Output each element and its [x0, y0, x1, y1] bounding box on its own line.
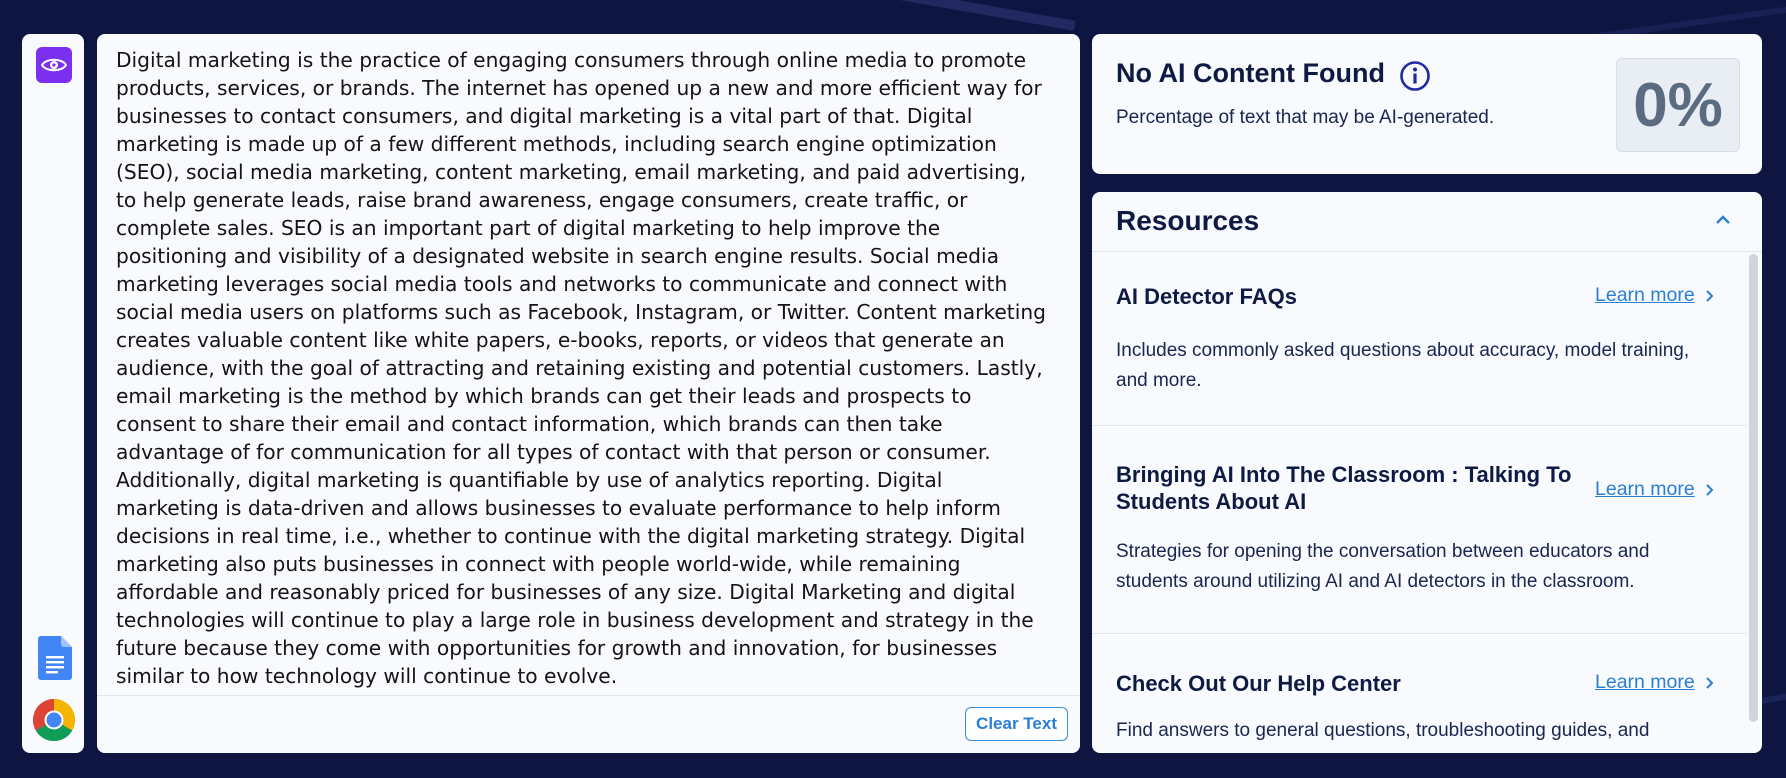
- resource-title: AI Detector FAQs: [1116, 284, 1297, 309]
- chrome-icon[interactable]: [32, 698, 76, 742]
- resources-title: Resources: [1116, 205, 1260, 236]
- learn-more-label: Learn more: [1595, 478, 1695, 500]
- text-editor[interactable]: [97, 34, 1080, 753]
- resource-title: Bringing AI Into The Classroom : Talking To Students About AI: [1116, 462, 1572, 514]
- result-subtitle: Percentage of text that may be AI-generated.: [1116, 107, 1495, 128]
- resource-description: Includes commonly asked questions about accuracy, model training, and more.: [1116, 340, 1690, 391]
- info-icon[interactable]: [1399, 60, 1431, 92]
- result-title: No AI Content Found: [1116, 58, 1385, 88]
- resources-panel: [1092, 192, 1762, 753]
- resource-description: Find answers to general questions, troubleshooting guides, and: [1116, 720, 1650, 741]
- eye-icon[interactable]: [36, 47, 72, 83]
- scrollbar[interactable]: [1749, 254, 1758, 722]
- chevron-right-icon: [1705, 483, 1714, 497]
- chevron-right-icon: [1705, 289, 1714, 303]
- learn-more-label: Learn more: [1595, 284, 1695, 306]
- chevron-up-icon[interactable]: [1714, 214, 1732, 226]
- clear-text-button[interactable]: Clear Text: [965, 707, 1068, 741]
- editor-text[interactable]: Digital marketing is the practice of engaging consumers through online media to promote products, services, or brands. The internet has opened up a new and more efficient way for businesses to contact consumers, and digital marketing is a vital part of that. Digital marketing is made up of a few different methods, including search engine optimization (SEO), social media marketing, content marketing, email marketing, and paid advertising, to help generate leads, raise brand awareness, engage consumers, create traffic, or complete sales. SEO is an important part of digital marketing to help improve the positioning and visibility of a designated website in search engine results. Social media marketing leverages social media tools and networks to communicate and connect with social media users on platforms such as Facebook, Instagram, or Twitter. Content marketing creates valuable content like white papers, e-books, reports, or videos that generate an audience, with the goal of attracting and retaining existing and potential customers. Lastly, email marketing is the method by which brands can get their leads and prospects to consent to share their email and contact information, which brands can then take advantage of for communication for all types of contact with that person or consumer. Additionally, digital marketing is quantifiable by use of analytics reporting. Digital marketing is data-driven and allows businesses to evaluate performance to help inform decisions in real time, i.e., whether to continue with the digital marketing strategy. Digital marketing also puts businesses in connect with people world-wide, while remaining affordable and reasonably priced for businesses of any size. Digital Marketing and digital technologies will continue to play a large role in business development and strategy in the future because they come with opportunities for growth and innovation, for businesses similar to how technology will continue to evolve.: [116, 48, 1046, 688]
- learn-more-link[interactable]: [1595, 478, 1714, 501]
- resource-item: [1092, 252, 1747, 426]
- resource-description: Strategies for opening the conversation between educators and students around utilizing AI and AI detectors in the classroom.: [1116, 541, 1650, 592]
- resource-title: Check Out Our Help Center: [1116, 671, 1401, 696]
- background-streak: [384, 0, 1075, 31]
- chevron-right-icon: [1705, 676, 1714, 690]
- learn-more-link[interactable]: [1595, 284, 1714, 307]
- learn-more-label: Learn more: [1595, 671, 1695, 693]
- editor-footer: [97, 695, 1080, 753]
- resources-header[interactable]: [1092, 192, 1762, 252]
- learn-more-link[interactable]: [1595, 671, 1714, 694]
- sidebar: [22, 34, 84, 753]
- resource-item: [1092, 426, 1747, 634]
- result-card: [1092, 34, 1762, 174]
- ai-percentage: 0%: [1616, 58, 1740, 152]
- google-docs-icon[interactable]: [38, 636, 72, 680]
- resource-item: [1092, 634, 1747, 753]
